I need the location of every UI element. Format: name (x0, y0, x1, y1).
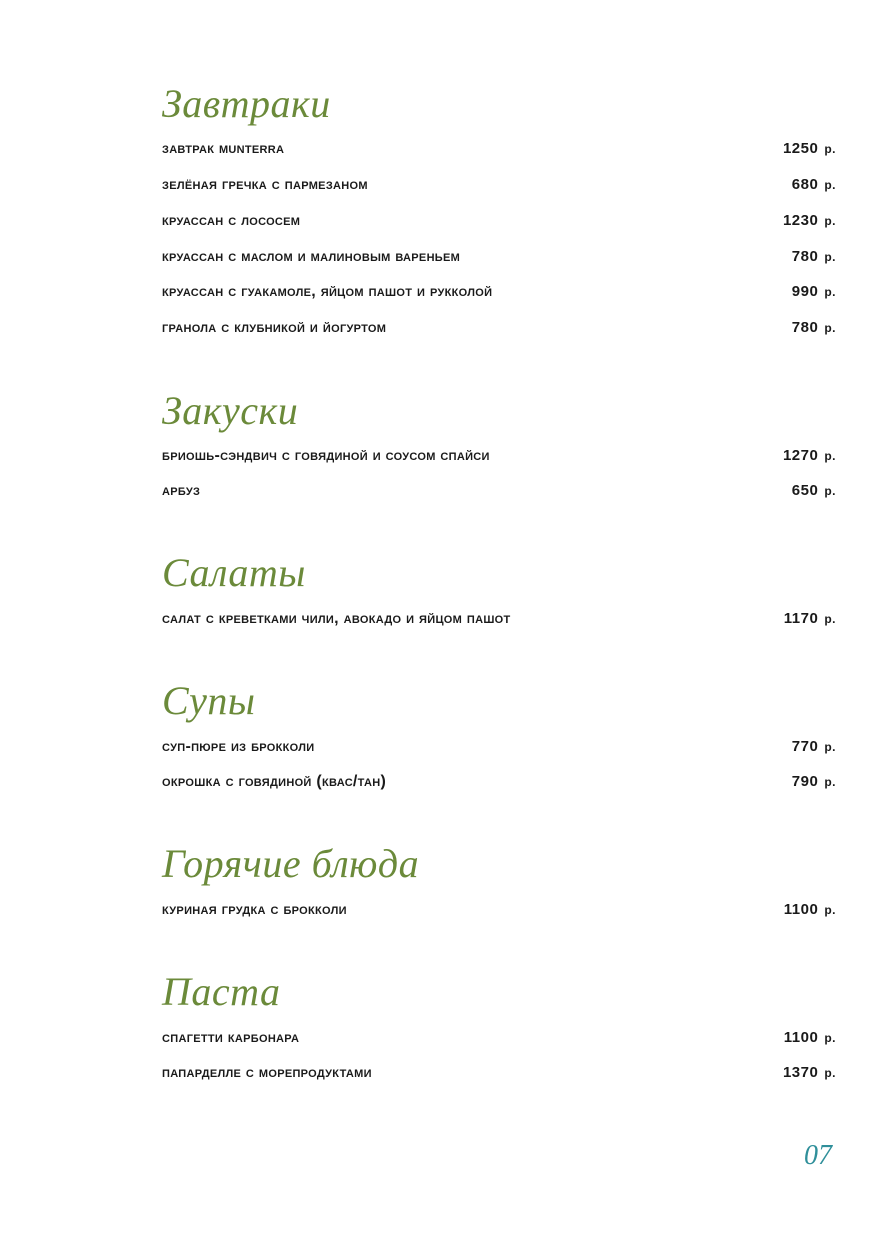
menu-item (162, 773, 836, 795)
menu-item (162, 319, 836, 341)
menu-item (162, 447, 836, 469)
menu-item (162, 1064, 836, 1086)
item-name: спагетти карбонара (162, 1029, 300, 1046)
menu-item (162, 1029, 836, 1051)
menu-item (162, 140, 836, 162)
item-name: куриная грудка с брокколи (162, 901, 347, 918)
section-title-salads: Салаты (162, 550, 306, 595)
item-price: 1100 р. (783, 1029, 836, 1046)
item-name: зелёная гречка с пармезаном (162, 176, 368, 193)
item-price: 780 р. (791, 248, 836, 265)
item-name: круассан с лососем (162, 212, 301, 229)
menu-item (162, 283, 836, 305)
item-price: 1170 р. (783, 610, 836, 627)
item-price: 1370 р. (782, 1064, 836, 1081)
item-name: завтрак munterra (162, 140, 285, 157)
item-name: арбуз (162, 482, 201, 499)
page-number: 07 (804, 1140, 832, 1171)
menu-item (162, 248, 836, 270)
menu-item (162, 738, 836, 760)
item-price: 1230 р. (782, 212, 836, 229)
item-price: 790 р. (791, 773, 836, 790)
item-name: гранола с клубникой и йогуртом (162, 319, 387, 336)
item-name: круассан с маслом и малиновым вареньем (162, 248, 461, 265)
item-name: салат с креветками чили, авокадо и яйцом пашот (162, 610, 511, 627)
item-price: 1250 р. (782, 140, 836, 157)
item-price: 1100 р. (783, 901, 836, 918)
item-price: 990 р. (791, 283, 836, 300)
item-name: окрошка с говядиной (квас/тан) (162, 773, 387, 790)
item-price: 780 р. (791, 319, 836, 336)
item-price: 1270 р. (782, 447, 836, 464)
menu-item (162, 901, 836, 923)
menu-item (162, 610, 836, 632)
item-name: папарделле с морепродуктами (162, 1064, 372, 1081)
menu-item (162, 176, 836, 198)
section-title-pasta: Паста (162, 969, 281, 1014)
item-name: круассан с гуакамоле, яйцом пашот и рукколой (162, 283, 493, 300)
item-price: 680 р. (791, 176, 836, 193)
menu-item (162, 212, 836, 234)
section-title-appetizers: Закуски (162, 388, 299, 433)
section-title-breakfast: Завтраки (162, 81, 331, 126)
item-price: 650 р. (791, 482, 836, 499)
section-title-hot-dishes: Горячие блюда (162, 841, 420, 886)
item-name: суп-пюре из брокколи (162, 738, 315, 755)
section-title-soups: Супы (162, 678, 256, 723)
item-name: бриошь-сэндвич с говядиной и соусом спайси (162, 447, 490, 464)
item-price: 770 р. (791, 738, 836, 755)
menu-item (162, 482, 836, 504)
